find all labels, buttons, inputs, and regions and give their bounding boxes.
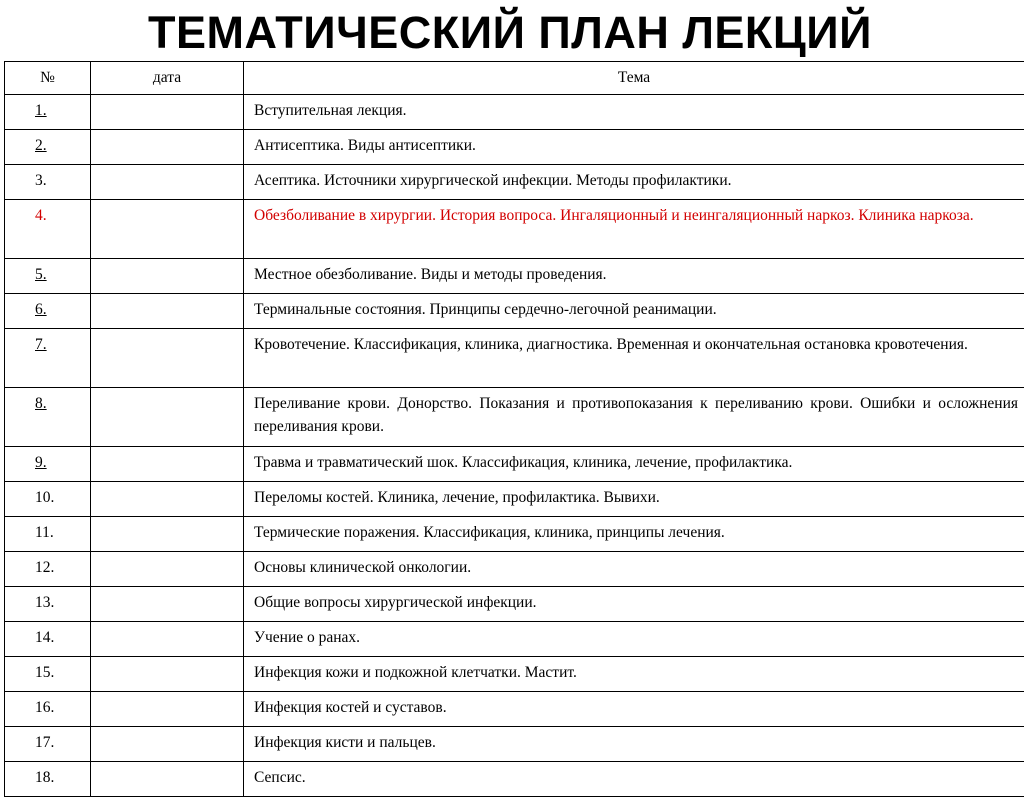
row-date [91,622,244,657]
table-row [5,259,1024,294]
table-row-highlighted [5,200,1024,259]
row-date [91,130,244,165]
row-topic: Переломы костей. Клиника, лечение, профилактика. Вывихи. [244,482,1024,517]
row-topic: Инфекция кожи и подкожной клетчатки. Мастит. [244,657,1024,692]
row-number: 9. [35,454,47,471]
row-topic: Травма и травматический шок. Классификация, клиника, лечение, профилактика. [244,447,1024,482]
header-date: дата [91,62,244,95]
row-date [91,692,244,727]
row-number: 10. [35,489,54,506]
row-topic: Основы клинической онкологии. [244,552,1024,587]
table-header-row [5,62,1024,95]
row-topic: Терминальные состояния. Принципы сердечно-легочной реанимации. [244,294,1024,329]
row-date [91,517,244,552]
row-topic: Инфекция кисти и пальцев. [244,727,1024,762]
row-topic: Асептика. Источники хирургической инфекции. Методы профилактики. [244,165,1024,200]
table-row [5,447,1024,482]
table-row [5,587,1024,622]
row-topic: Местное обезболивание. Виды и методы проведения. [244,259,1024,294]
table-row [5,329,1024,388]
row-number: 8. [35,395,47,412]
row-date [91,329,244,388]
row-number: 4. [35,207,47,224]
row-number: 5. [35,266,47,283]
row-date [91,657,244,692]
row-date [91,165,244,200]
row-topic: Инфекция костей и суставов. [244,692,1024,727]
row-number: 13. [35,594,54,611]
page-title: ТЕМАТИЧЕСКИЙ ПЛАН ЛЕКЦИЙ [0,0,1024,62]
row-date [91,482,244,517]
row-topic: Термические поражения. Классификация, клиника, принципы лечения. [244,517,1024,552]
row-number: 12. [35,559,54,576]
row-date [91,259,244,294]
row-topic: Переливание крови. Донорство. Показания и противопоказания к переливанию крови. Ошибки и осложнения переливания крови. [244,388,1024,447]
row-number: 14. [35,629,54,646]
table-row [5,657,1024,692]
table-row [5,692,1024,727]
row-date [91,95,244,130]
table-row [5,622,1024,657]
row-number: 18. [35,769,54,786]
table-row [5,130,1024,165]
lecture-plan-table [4,61,1024,797]
row-date [91,727,244,762]
row-date [91,388,244,447]
row-topic: Сепсис. [244,762,1024,797]
row-number: 16. [35,699,54,716]
row-number: 11. [35,524,54,541]
row-topic: Антисептика. Виды антисептики. [244,130,1024,165]
table-row [5,517,1024,552]
header-topic: Тема [244,62,1024,95]
row-topic: Обезболивание в хирургии. История вопроса. Ингаляционный и неингаляционный наркоз. Клиника наркоза. [244,200,1024,259]
table-row [5,388,1024,447]
row-date [91,200,244,259]
table-row [5,294,1024,329]
row-date [91,552,244,587]
row-topic: Учение о ранах. [244,622,1024,657]
table-row [5,482,1024,517]
row-number: 17. [35,734,54,751]
table-row [5,95,1024,130]
row-number: 1. [35,102,47,119]
row-topic: Общие вопросы хирургической инфекции. [244,587,1024,622]
row-topic: Вступительная лекция. [244,95,1024,130]
table-row [5,165,1024,200]
row-number: 15. [35,664,54,681]
row-date [91,294,244,329]
header-number: № [5,62,91,95]
row-date [91,447,244,482]
row-number: 7. [35,336,47,353]
table-row [5,552,1024,587]
row-number: 2. [35,137,47,154]
row-topic: Кровотечение. Классификация, клиника, диагностика. Временная и окончательная остановка кровотечения. [244,329,1024,388]
table-row [5,727,1024,762]
row-date [91,587,244,622]
row-number: 6. [35,301,47,318]
row-number: 3. [35,172,47,189]
